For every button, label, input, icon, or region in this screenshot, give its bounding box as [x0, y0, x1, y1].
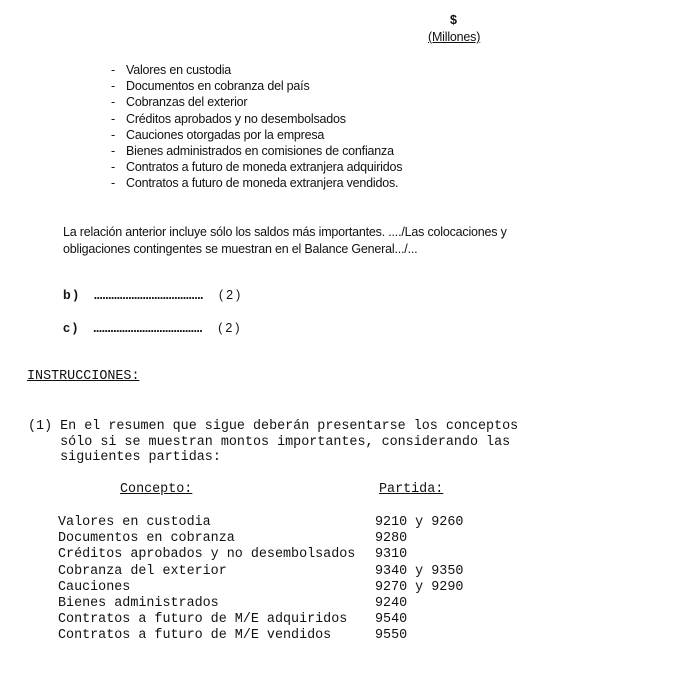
partida-cell: 9270 y 9290 — [375, 579, 464, 595]
intro-line: (1) En el resumen que sigue deberán presentarse los conceptos — [28, 419, 519, 434]
line-label: c ) — [63, 321, 77, 335]
list-item: - Bienes administrados en comisiones de confianza — [111, 144, 394, 159]
partida-cell: 9240 — [375, 596, 408, 612]
list-item: - Contratos a futuro de moneda extranjera vendidos. — [111, 176, 399, 191]
concepto-cell: Cauciones — [58, 579, 131, 595]
concepto-cell: Contratos a futuro de M/E adquiridos — [58, 612, 348, 628]
table-row — [58, 515, 463, 531]
partidas-table — [58, 515, 463, 645]
bullet-list — [111, 62, 402, 192]
list-item-text: Cobranzas del exterior — [126, 95, 248, 110]
concept-column-header: Concepto: — [120, 482, 193, 497]
list-item: - Cauciones otorgadas por la empresa — [111, 127, 325, 142]
list-item: - Documentos en cobranza del país — [111, 79, 310, 94]
line-c — [63, 321, 239, 336]
intro-line: sólo si se muestran montos importantes, considerando las — [28, 434, 511, 450]
concepto-cell: Créditos aprobados y no desembolsados — [58, 547, 356, 563]
list-item-text: Contratos a futuro de moneda extranjera adquiridos — [126, 160, 403, 175]
units-label: (Millones) — [428, 30, 481, 44]
concepto-cell: Contratos a futuro de M/E vendidos — [58, 628, 332, 644]
list-item-text: Créditos aprobados y no desembolsados — [126, 111, 346, 126]
list-item-text: Cauciones otorgadas por la empresa — [126, 127, 325, 142]
partida-column-header: Partida: — [379, 482, 444, 497]
concepto-cell: Documentos en cobranza — [58, 531, 235, 547]
table-row — [58, 612, 463, 628]
table-row — [58, 564, 463, 580]
concepto-cell: Cobranza del exterior — [58, 563, 227, 579]
table-row — [58, 547, 463, 563]
list-item-text: Contratos a futuro de moneda extranjera vendidos. — [126, 176, 399, 191]
line-note: ( 2 ) — [218, 321, 240, 335]
list-item-text: Valores en custodia — [126, 63, 232, 77]
dot-leader: ...................................... — [93, 288, 203, 302]
partida-cell: 9340 y 9350 — [375, 563, 464, 579]
list-item: - Cobranzas del exterior — [111, 95, 248, 110]
currency-symbol: $ — [450, 13, 457, 27]
instructions-heading: INSTRUCCIONES: — [27, 369, 140, 384]
concepto-cell: Bienes administrados — [58, 596, 219, 612]
table-row — [58, 596, 463, 612]
dot-leader: ...................................... — [93, 321, 203, 335]
partida-cell: 9310 — [375, 547, 408, 563]
partida-cell: 9280 — [375, 531, 408, 547]
partida-cell: 9210 y 9260 — [375, 515, 464, 530]
list-item: - Contratos a futuro de moneda extranjera adquiridos — [111, 160, 403, 175]
list-item: - Créditos aprobados y no desembolsados — [111, 111, 346, 126]
line-label: b ) — [63, 288, 78, 302]
partida-cell: 9540 — [375, 612, 408, 628]
note-paragraph: La relación anterior incluye sólo los saldos más importantes. ..../Las colocaciones y obligaciones contingentes se muestran en el Balance General.../... — [63, 225, 507, 256]
list-item-text: Bienes administrados en comisiones de confianza — [126, 144, 394, 159]
concepto-cell: Valores en custodia — [58, 515, 211, 530]
line-note: ( 2 ) — [218, 288, 241, 302]
partida-cell: 9550 — [375, 628, 408, 644]
list-item: - Valores en custodia — [111, 63, 232, 77]
intro-line: siguientes partidas: — [28, 450, 221, 465]
instructions-intro — [28, 419, 518, 466]
table-row — [58, 531, 463, 547]
list-item-text: Documentos en cobranza del país — [126, 79, 310, 94]
table-row — [58, 580, 463, 596]
line-b — [63, 288, 240, 303]
table-row — [58, 628, 463, 644]
